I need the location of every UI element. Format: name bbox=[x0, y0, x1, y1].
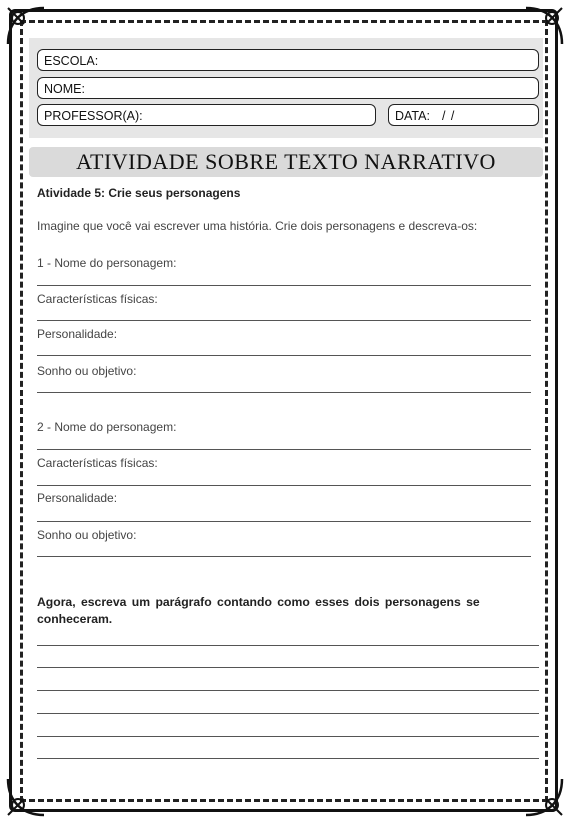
char1-personality-line[interactable] bbox=[37, 355, 531, 356]
char2-name-line[interactable] bbox=[37, 449, 531, 450]
data-field[interactable] bbox=[388, 104, 539, 126]
professor-field[interactable] bbox=[37, 104, 376, 126]
activity-instruction: Imagine que você vai escrever uma história. Crie dois personagens e descreva-os: bbox=[37, 219, 478, 233]
char2-personality-label: Personalidade: bbox=[37, 491, 118, 505]
char2-name-label: 2 - Nome do personagem: bbox=[37, 420, 177, 434]
char2-personality-line[interactable] bbox=[37, 521, 531, 522]
char2-physical-line[interactable] bbox=[37, 485, 531, 486]
char1-name-label: 1 - Nome do personagem: bbox=[37, 256, 177, 270]
data-label: DATA: bbox=[395, 109, 430, 123]
writing-line[interactable] bbox=[37, 713, 539, 714]
writing-line[interactable] bbox=[37, 736, 539, 737]
char1-personality-label: Personalidade: bbox=[37, 327, 118, 341]
writing-line[interactable] bbox=[37, 690, 539, 691]
char1-physical-line[interactable] bbox=[37, 320, 531, 321]
char1-dream-line[interactable] bbox=[37, 392, 531, 393]
data-separators: / / bbox=[441, 109, 456, 123]
professor-label: PROFESSOR(A): bbox=[44, 109, 143, 123]
escola-label: ESCOLA: bbox=[44, 54, 99, 68]
corner-ornament-icon bbox=[522, 775, 566, 819]
char2-dream-label: Sonho ou objetivo: bbox=[37, 528, 137, 542]
char2-dream-line[interactable] bbox=[37, 556, 531, 557]
char1-dream-label: Sonho ou objetivo: bbox=[37, 364, 137, 378]
char1-name-line[interactable] bbox=[37, 285, 531, 286]
escola-field[interactable] bbox=[37, 49, 539, 71]
activity-heading: Atividade 5: Crie seus personagens bbox=[37, 186, 241, 200]
char1-physical-label: Características físicas: bbox=[37, 292, 158, 306]
final-prompt: Agora, escreva um parágrafo contando como esses dois personagens se conheceram. bbox=[37, 595, 480, 626]
nome-label: NOME: bbox=[44, 82, 85, 96]
char2-physical-label: Características físicas: bbox=[37, 456, 158, 470]
writing-line[interactable] bbox=[37, 758, 539, 759]
writing-line[interactable] bbox=[37, 645, 539, 646]
page-title: ATIVIDADE SOBRE TEXTO NARRATIVO bbox=[76, 149, 496, 174]
writing-line[interactable] bbox=[37, 667, 539, 668]
nome-field[interactable] bbox=[37, 77, 539, 99]
corner-ornament-icon bbox=[4, 775, 48, 819]
